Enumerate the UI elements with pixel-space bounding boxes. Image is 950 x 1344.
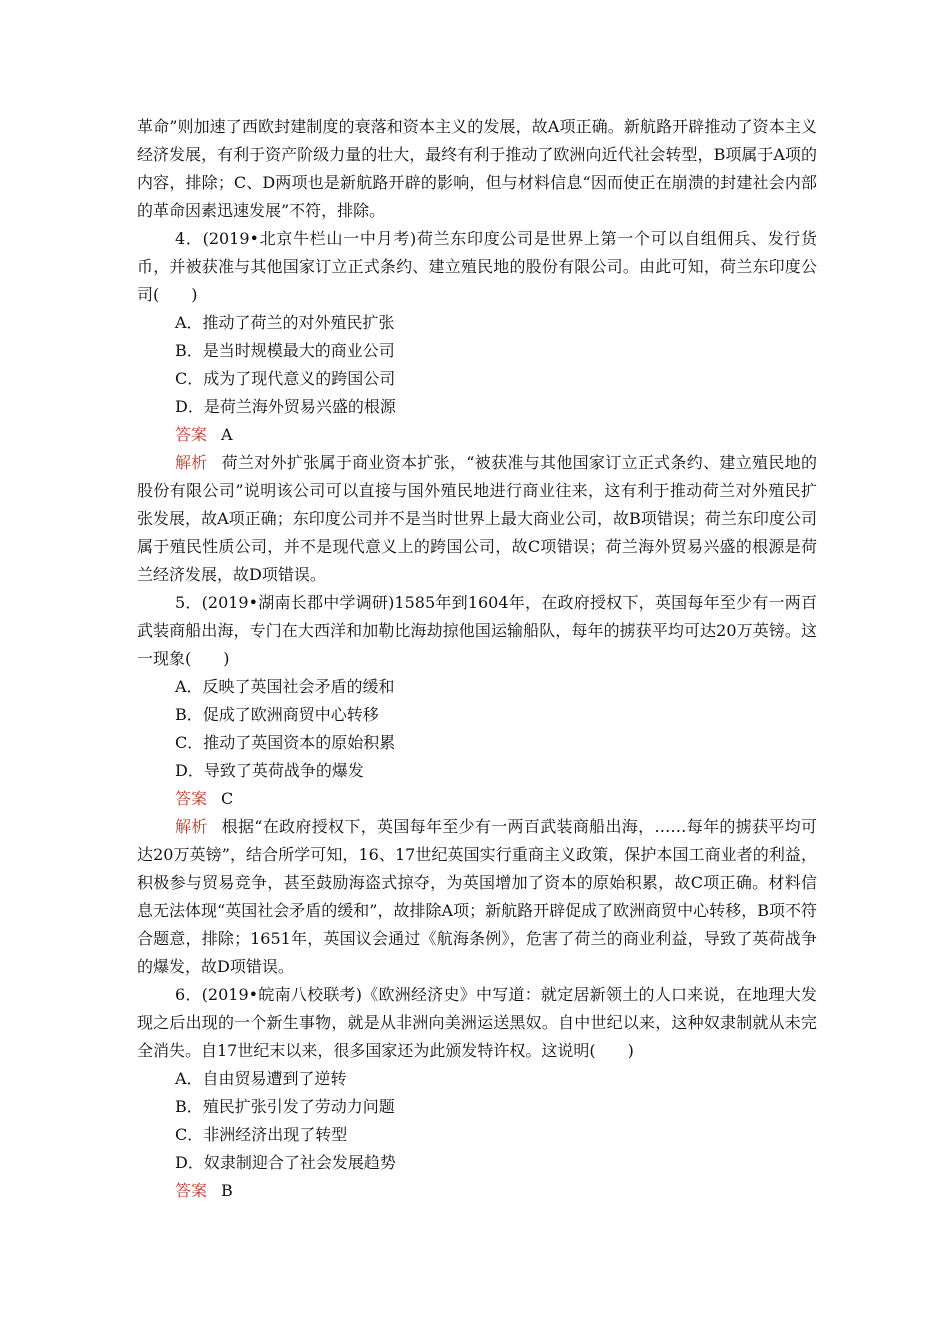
- option-c: C．非洲经济出现了转型: [175, 1125, 348, 1144]
- answer-line: [175, 421, 817, 449]
- answer-label: 答案: [175, 789, 208, 808]
- option-c: C．成为了现代意义的跨国公司: [175, 369, 396, 388]
- question-stem: 6．(2019•皖南八校联考)《欧洲经济史》中写道：就定居新领土的人口来说，在地理大发现之后出现的一个新生事物，就是从非洲向美洲运送黑奴。自中世纪以来，这种奴隶制就从未完全消失。自17世纪末以来，很多国家还为此颁发特许权。这说明( ): [137, 985, 817, 1060]
- question-stem: 5．(2019•湖南长郡中学调研)1585年到1604年，在政府授权下，英国每年至少有一两百武装商船出海，专门在大西洋和加勒比海劫掠他国运输船队，每年的掳获平均可达20万英镑。这一现象( ): [137, 593, 817, 668]
- analysis-text: 荷兰对外扩张属于商业资本扩张，“被获准与其他国家订立正式条约、建立殖民地的股份有限公司”说明该公司可以直接与国外殖民地进行商业往来，这有利于推动荷兰对外殖民扩张发展，故A项正确；东印度公司并不是当时世界上最大商业公司，故B项错误；荷兰东印度公司属于殖民性质公司，并不是现代意义上的跨国公司，故C项错误；荷兰海外贸易兴盛的根源是荷兰经济发展，故D项错误。: [137, 453, 817, 584]
- analysis-label: 解析: [175, 817, 208, 836]
- answer-line: [175, 785, 817, 813]
- answer-line: [175, 1177, 817, 1205]
- analysis-label: 解析: [175, 453, 208, 472]
- option-d: D．导致了英荷战争的爆发: [175, 761, 364, 780]
- question-stem: 4．(2019•北京牛栏山一中月考)荷兰东印度公司是世界上第一个可以自组佣兵、发行货币，并被获准与其他国家订立正式条约、建立殖民地的股份有限公司。由此可知，荷兰东印度公司( ): [137, 229, 817, 304]
- answer-label: 答案: [175, 425, 208, 444]
- analysis-text: 根据“在政府授权下，英国每年至少有一两百武装商船出海，……每年的掳获平均可达20万英镑”，结合所学可知，16、17世纪英国实行重商主义政策，保护本国工商业者的利益，积极参与贸易竞争，甚至鼓励海盗式掠夺，为英国增加了资本的原始积累，故C项正确。材料信息无法体现“英国社会矛盾的缓和”，故排除A项；新航路开辟促成了欧洲商贸中心转移，B项不符合题意，排除；1651年，英国议会通过《航海条例》，危害了荷兰的商业利益，导致了英荷战争的爆发，故D项错误。: [137, 817, 817, 976]
- answer-value: A: [221, 425, 233, 444]
- option-a: A．反映了英国社会矛盾的缓和: [175, 677, 395, 696]
- answer-label: 答案: [175, 1181, 208, 1200]
- option-b: B．殖民扩张引发了劳动力问题: [175, 1097, 395, 1116]
- answer-value: B: [221, 1181, 233, 1200]
- answer-value: C: [221, 789, 234, 808]
- analysis-paragraph: [137, 449, 817, 589]
- intro-paragraph: 革命”则加速了西欧封建制度的衰落和资本主义的发展，故A项正确。新航路开辟推动了资本主义经济发展，有利于资产阶级力量的壮大，最终有利于推动了欧洲向近代社会转型，B项属于A项的内容，排除；C、D两项也是新航路开辟的影响，但与材料信息“因而使正在崩溃的封建社会内部的革命因素迅速发展”不符，排除。: [137, 117, 817, 220]
- option-a: A．推动了荷兰的对外殖民扩张: [175, 313, 395, 332]
- option-d: D．奴隶制迎合了社会发展趋势: [175, 1153, 396, 1172]
- option-c: C．推动了英国资本的原始积累: [175, 733, 396, 752]
- option-d: D．是荷兰海外贸易兴盛的根源: [175, 397, 396, 416]
- document-page: [137, 113, 817, 1205]
- option-a: A．自由贸易遭到了逆转: [175, 1069, 347, 1088]
- question-6: [137, 981, 817, 1205]
- question-5: [137, 589, 817, 981]
- option-b: B．是当时规模最大的商业公司: [175, 341, 395, 360]
- option-b: B．促成了欧洲商贸中心转移: [175, 705, 379, 724]
- analysis-paragraph: [137, 813, 817, 981]
- question-4: [137, 225, 817, 589]
